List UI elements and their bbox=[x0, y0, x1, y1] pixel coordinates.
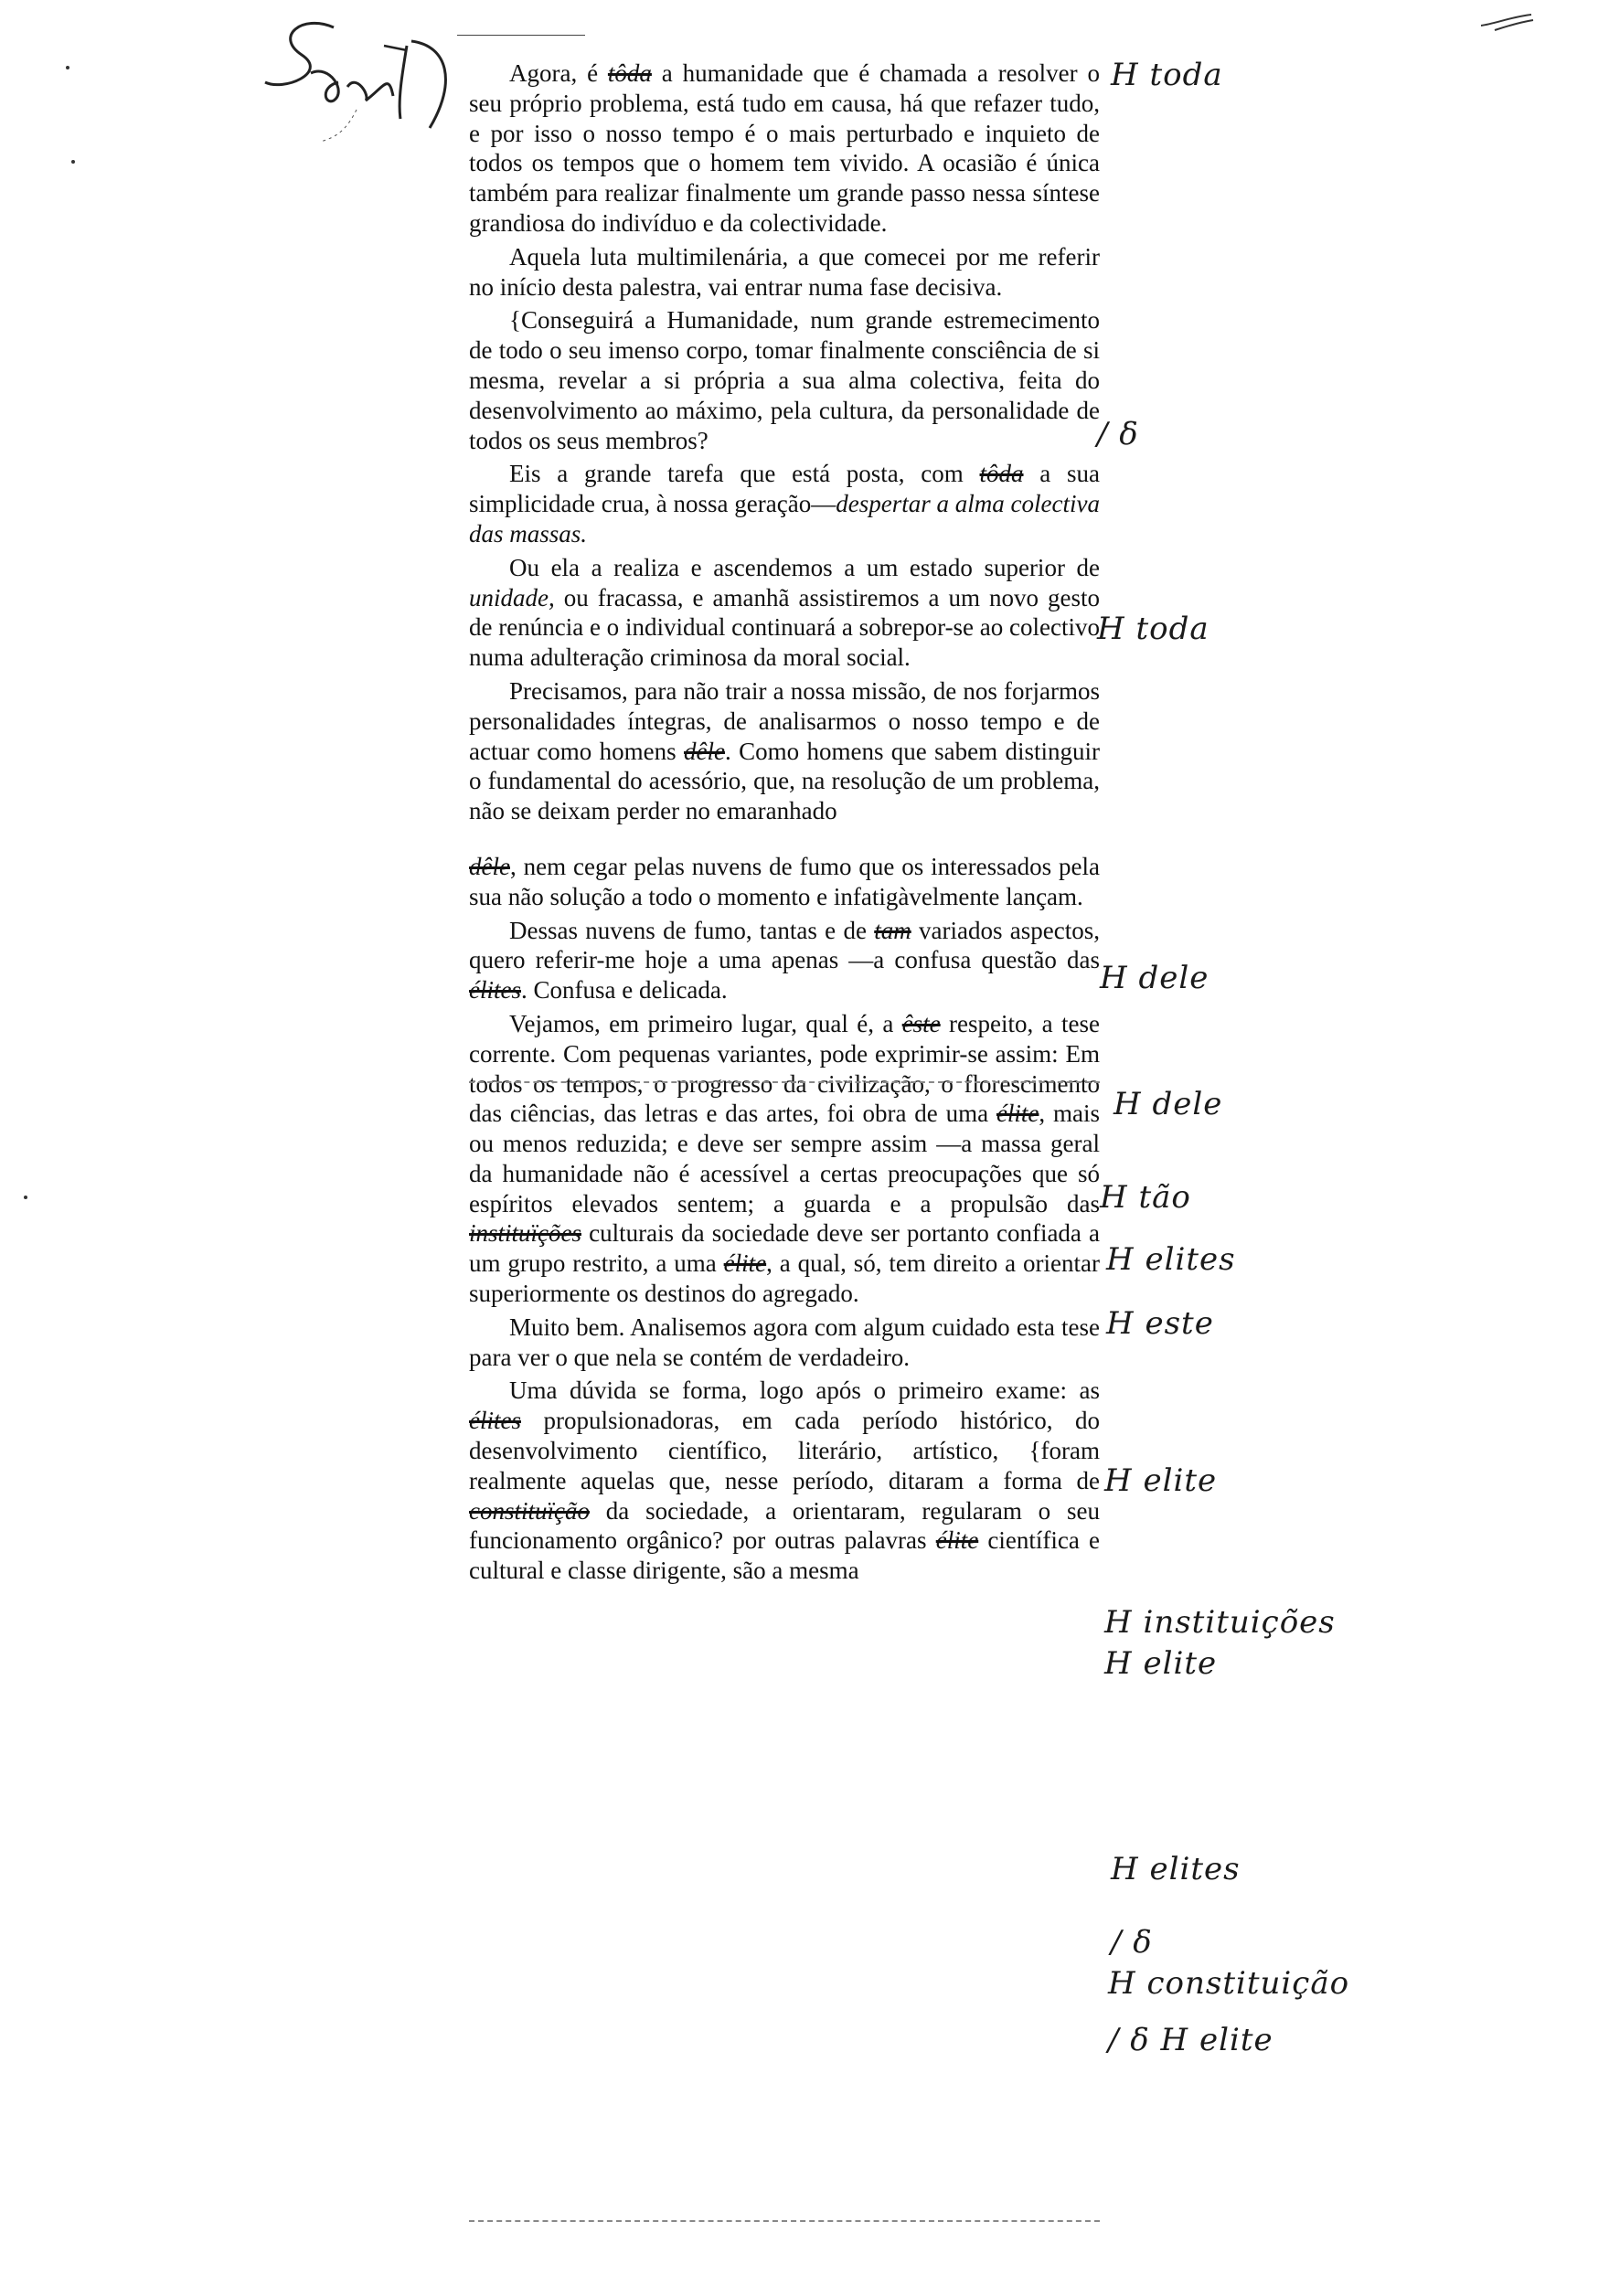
margin-note: / δ bbox=[1097, 416, 1139, 452]
text-run: . Como homens que sabem distinguir o fundamental do acessório, que, na resolução de um problema, não se deixam perder no emaranhado bbox=[469, 737, 1100, 825]
margin-note: H este bbox=[1106, 1305, 1214, 1342]
text-run: Ou ela a realiza e ascendemos a um estado superior de bbox=[509, 553, 1100, 581]
margin-note: H dele bbox=[1100, 960, 1209, 996]
struck-word: êste bbox=[901, 1009, 941, 1037]
text-run: Dessas nuvens de fumo, tantas e de bbox=[509, 916, 875, 944]
margin-note: H elites bbox=[1106, 1241, 1236, 1278]
margin-note: H elite bbox=[1104, 1645, 1218, 1682]
struck-word: instituïções bbox=[469, 1219, 581, 1248]
struck-word: élites bbox=[469, 1407, 521, 1435]
struck-word: élites bbox=[469, 976, 521, 1004]
margin-note: H elites bbox=[1111, 1851, 1241, 1887]
text-run: Aquela luta multimilenária, a que comecei por me referir no início desta palestra, vai entrar numa fase decisiva. bbox=[469, 242, 1100, 301]
struck-word: dêle bbox=[684, 737, 725, 765]
paragraph bbox=[469, 58, 1100, 239]
speck bbox=[24, 1196, 27, 1199]
speck bbox=[71, 160, 75, 164]
text-run: a humanidade que é chamada a resolver o seu próprio problema, está tudo em causa, há que refazer tudo, e por isso o nosso tempo é o mais perturbado e inquieto de todos os tempos que o homem tem vivido. A ocasião é única também para realizar finalmente um grande passo nessa síntese grandiosa do indivíduo e da colectividade. bbox=[469, 59, 1100, 237]
struck-word: tam bbox=[874, 916, 911, 944]
struck-word: élite bbox=[996, 1100, 1039, 1128]
margin-note: H tão bbox=[1100, 1179, 1191, 1216]
body-text bbox=[469, 58, 1100, 1589]
paragraph bbox=[469, 1009, 1100, 1309]
italic-text: despertar a alma colectiva das massas. bbox=[469, 490, 1100, 547]
text-run: da sociedade, a orientaram, regularam o seu funcionamento orgânico? por outras palavras bbox=[469, 1496, 1100, 1555]
struck-word: tôda bbox=[607, 59, 652, 87]
speck bbox=[66, 66, 69, 69]
text-run: Vejamos, em primeiro lugar, qual é, a bbox=[509, 1009, 902, 1037]
handwritten-signature bbox=[247, 9, 485, 146]
margin-note: H elite bbox=[1104, 1462, 1218, 1499]
top-rule bbox=[457, 35, 585, 36]
margin-note: H toda bbox=[1097, 611, 1209, 647]
corner-mark bbox=[1476, 7, 1540, 35]
struck-word: élite bbox=[723, 1249, 767, 1278]
paragraph bbox=[469, 1313, 1100, 1373]
paragraph bbox=[469, 459, 1100, 548]
text-run: propulsionadoras, em cada período histórico, do desenvolvimento científico, literário, artístico, {foram realmente aquelas que, nesse período, ditaram a forma de bbox=[469, 1407, 1100, 1494]
text-run: a sua simplicidade crua, à nossa geração— bbox=[469, 460, 1100, 518]
text-run: Uma dúvida se forma, logo após o primeiro exame: as bbox=[509, 1377, 1100, 1405]
paragraph bbox=[469, 916, 1100, 1005]
text-run: , mais ou menos reduzida; e deve ser sempre assim —a massa geral da humanidade não é acessível a certas preocupações que só espíritos elevados sentem; a guarda e a propulsão das bbox=[469, 1100, 1100, 1217]
struck-word: tôda bbox=[979, 460, 1024, 488]
text-run: , nem cegar pelas nuvens de fumo que os interessados pela sua não solução a todo o momento e infatigàvelmente lançam. bbox=[469, 852, 1100, 910]
struck-word: constituïção bbox=[469, 1496, 590, 1525]
margin-note: / δ bbox=[1111, 1924, 1153, 1961]
margin-note: / δ H elite bbox=[1108, 2022, 1273, 2058]
page-join-line bbox=[469, 1081, 1100, 1083]
paragraph bbox=[469, 553, 1100, 673]
paragraph bbox=[469, 676, 1100, 826]
text-run: Eis a grande tarefa que está posta, com bbox=[509, 460, 980, 488]
margin-note: H constituição bbox=[1108, 1965, 1350, 2002]
bottom-line bbox=[469, 2220, 1100, 2222]
paragraph bbox=[469, 242, 1100, 303]
text-run: Muito bem. Analisemos agora com algum cuidado esta tese para ver o que nela se contém de verdadeiro. bbox=[469, 1313, 1100, 1371]
text-run: respeito, a tese corrente. Com pequenas variantes, pode exprimir-se assim: Em todos os tempos, o progresso da civilização, o florescimento das ciências, das letras e das artes, foi obra de uma bbox=[469, 1009, 1100, 1128]
margin-note: H instituições bbox=[1104, 1604, 1336, 1641]
paragraph bbox=[469, 305, 1100, 455]
italic-text: unidade, bbox=[469, 583, 555, 611]
page-gap bbox=[469, 830, 1100, 852]
struck-word: dêle bbox=[469, 852, 510, 880]
text-run: . Confusa e delicada. bbox=[520, 976, 728, 1004]
paragraph bbox=[469, 1376, 1100, 1586]
text-run: variados aspectos, quero referir-me hoje a uma apenas —a confusa questão das bbox=[469, 916, 1100, 974]
paragraph bbox=[469, 852, 1100, 912]
text-run: , a qual, só, tem direito a orientar superiormente os destinos do agregado. bbox=[469, 1249, 1100, 1308]
struck-word: élite bbox=[935, 1526, 979, 1555]
text-run: Agora, é bbox=[509, 59, 608, 87]
text-run: Precisamos, para não trair a nossa missão, de nos forjarmos personalidades íntegras, de analisarmos o nosso tempo e de actuar como homens bbox=[469, 676, 1100, 765]
text-run: ou fracassa, e amanhã assistiremos a um novo gesto de renúncia e o individual continuará a sobrepor-se ao colectivo numa adulteração criminosa da moral social. bbox=[469, 583, 1100, 672]
text-run: científica e cultural e classe dirigente, são a mesma bbox=[469, 1526, 1100, 1585]
margin-note: H dele bbox=[1114, 1086, 1223, 1122]
text-run: culturais da sociedade deve ser portanto confiada a um grupo restrito, a uma bbox=[469, 1219, 1100, 1278]
margin-note: H toda bbox=[1111, 57, 1223, 93]
text-run: {Conseguirá a Humanidade, num grande estremecimento de todo o seu imenso corpo, tomar finalmente consciência de si mesma, revelar a si própria a sua alma colectiva, feita do desenvolvimento ao máximo, pela cultura, da personalidade de todos os seus membros? bbox=[469, 306, 1100, 454]
